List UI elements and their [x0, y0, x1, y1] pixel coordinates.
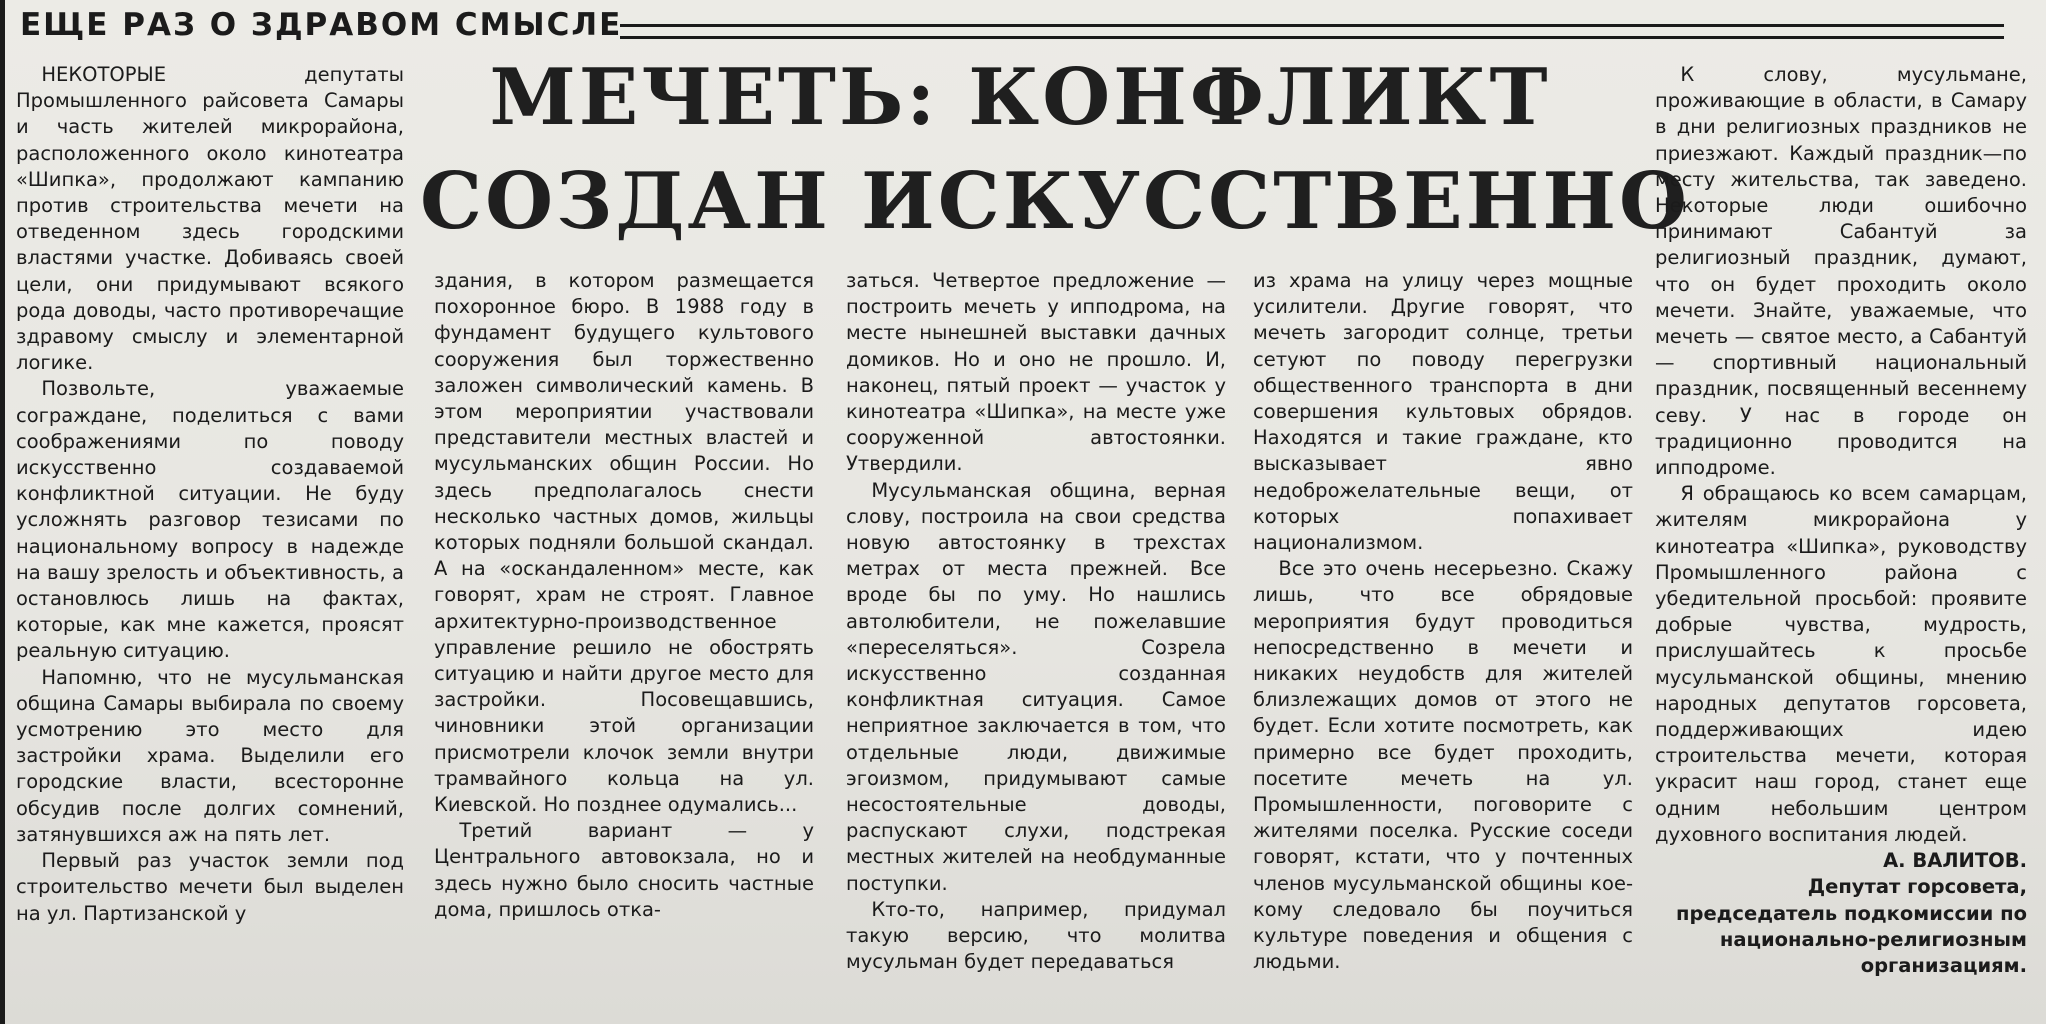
paragraph: К слову, мусульмане, проживающие в области, в Самару в дни религиозных праздников не приезжают. Каждый праздник—по месту жительства, так заведено. Некоторые люди ошибочно принимают Сабантуй за религиозный праздник, думают, что он будет проходить около мечети. Знайте, уважаемые, что мечеть — святое место, а Сабантуй — спортивный национальный праздник, посвященный весеннему севу. У нас в городе он традиционно проводится на ипподроме. [1655, 63, 2027, 480]
rubric-title: ЕЩЕ РАЗ О ЗДРАВОМ СМЫСЛЕ [20, 7, 623, 43]
article-column-4 [1253, 268, 1633, 975]
paragraph: из храма на улицу через мощные усилители. Другие говорят, что мечеть загородит солнце, третьи сетуют по поводу перегрузки общественного транспорта в дни совершения культовых обрядов. Находятся и такие граждане, кто высказывает явно недоброжелательные вещи, от которых попахивает национализмом. [1253, 269, 1633, 555]
author-title: Депутат горсовета, председатель подкомиссии по национально-религиозным организациям. [1676, 875, 2027, 977]
paragraph: Я обращаюсь ко всем самарцам, жителям микрорайона у кинотеатра «Шипка», руководству Промышленного района с убедительной просьбой: проявите добрые чувства, мудрость, прислушайтесь к просьбе мусульманской общины, мнению народных депутатов горсовета, поддерживающих идею строительства мечети, которая украсит наш город, станет еще одним небольшим центром духовного воспитания людей. [1655, 482, 2027, 846]
article-column-5 [1655, 62, 2027, 979]
paragraph: заться. Четвертое предложение — построить мечеть у ипподрома, на месте нынешней выставки дачных домиков. Но и оно не прошло. И, наконец, пятый проект — участок у кинотеатра «Шипка», на месте уже сооруженной автостоянки. Утвердили. [846, 269, 1226, 476]
headline-line-2: СОЗДАН ИСКУССТВЕННО [420, 156, 1690, 247]
article-headline [420, 46, 1690, 254]
paragraph: Позвольте, уважаемые сограждане, поделиться с вами соображениями по поводу искусственно создаваемой конфликтной ситуации. Не буду усложнять разговор тезисами по национальному вопросу в надежде на вашу зрелость и объективность, а остановлюсь лишь на фактах, которые, как мне кажется, проясят реальную ситуацию. [16, 377, 404, 663]
paragraph: Все это очень несерьезно. Скажу лишь, что все обрядовые мероприятия будут проводиться непосредственно в мечети и никаких неудобств для жителей близлежащих домов от этого не будет. Если хотите посмотреть, как примерно все будет проходить, посетите мечеть на ул. Промышленности, поговорите с жителями поселка. Русские соседи говорят, кстати, что у почтенных членов мусульманской общины кое-кому следовало бы поучиться культуре поведения и общения с людьми. [1253, 557, 1633, 974]
paragraph: Первый раз участок земли под строительство мечети был выделен на ул. Партизанской у [16, 849, 404, 925]
article-column-1 [16, 62, 404, 927]
rubric-rule [620, 24, 2004, 39]
paragraph: Мусульманская община, верная слову, построила на свои средства новую автостоянку в трехстах метрах от места прежней. Все вроде бы по уму. Но нашлись автолюбители, не пожелавшие «переселяться». Созрела искусственно созданная конфликтная ситуация. Самое неприятное заключается в том, что отдельные люди, движимые эгоизмом, придумывают самые несостоятельные доводы, распускают слухи, подстрекая местных жителей на необдуманные поступки. [846, 478, 1226, 895]
headline-line-1: МЕЧЕТЬ: КОНФЛИКТ [489, 52, 1551, 143]
paragraph: Кто-то, например, придумал такую версию, что молитва мусульман будет передаваться [846, 897, 1226, 974]
left-border-rule [0, 0, 5, 1024]
article-column-2 [434, 268, 814, 923]
paragraph: Напомню, что не мусульманская община Самары выбирала по своему усмотрению это место для застройки храма. Выделили его городские власти, всесторонне обсудив после долгих сомнений, затянувшихся аж на пять лет. [16, 665, 404, 846]
author-name: А. ВАЛИТОВ. [1883, 849, 2027, 873]
paragraph: Третий вариант — у Центрального автовокзала, но и здесь нужно было сносить частные дома, пришлось отка- [434, 819, 814, 921]
article-column-3 [846, 268, 1226, 975]
paragraph: НЕКОТОРЫЕ депутаты Промышленного райсовета Самары и часть жителей микрорайона, расположенного около кинотеатра «Шипка», продолжают кампанию против строительства мечети на отведенном здесь городскими властями участке. Добиваясь своей цели, они придумывают всякого рода доводы, часто противоречащие здравому смыслу и элементарной логике. [16, 63, 404, 375]
paragraph: здания, в котором размещается похоронное бюро. В 1988 году в фундамент будущего культового сооружения был торжественно заложен символический камень. В этом мероприятии участвовали представители местных властей и мусульманских общин России. Но здесь предполагалось снести несколько частных домов, жильцы которых подняли большой скандал. А на «оскандаленном» месте, как говорят, храм не строят. Главное архитектурно-производственное управление решило не обострять ситуацию и найти другое место для застройки. Посовещавшись, чиновники этой организации присмотрели клочок земли внутри трамвайного кольца на ул. Киевской. Но позднее одумались... [434, 269, 814, 817]
rubric-header [20, 4, 622, 46]
